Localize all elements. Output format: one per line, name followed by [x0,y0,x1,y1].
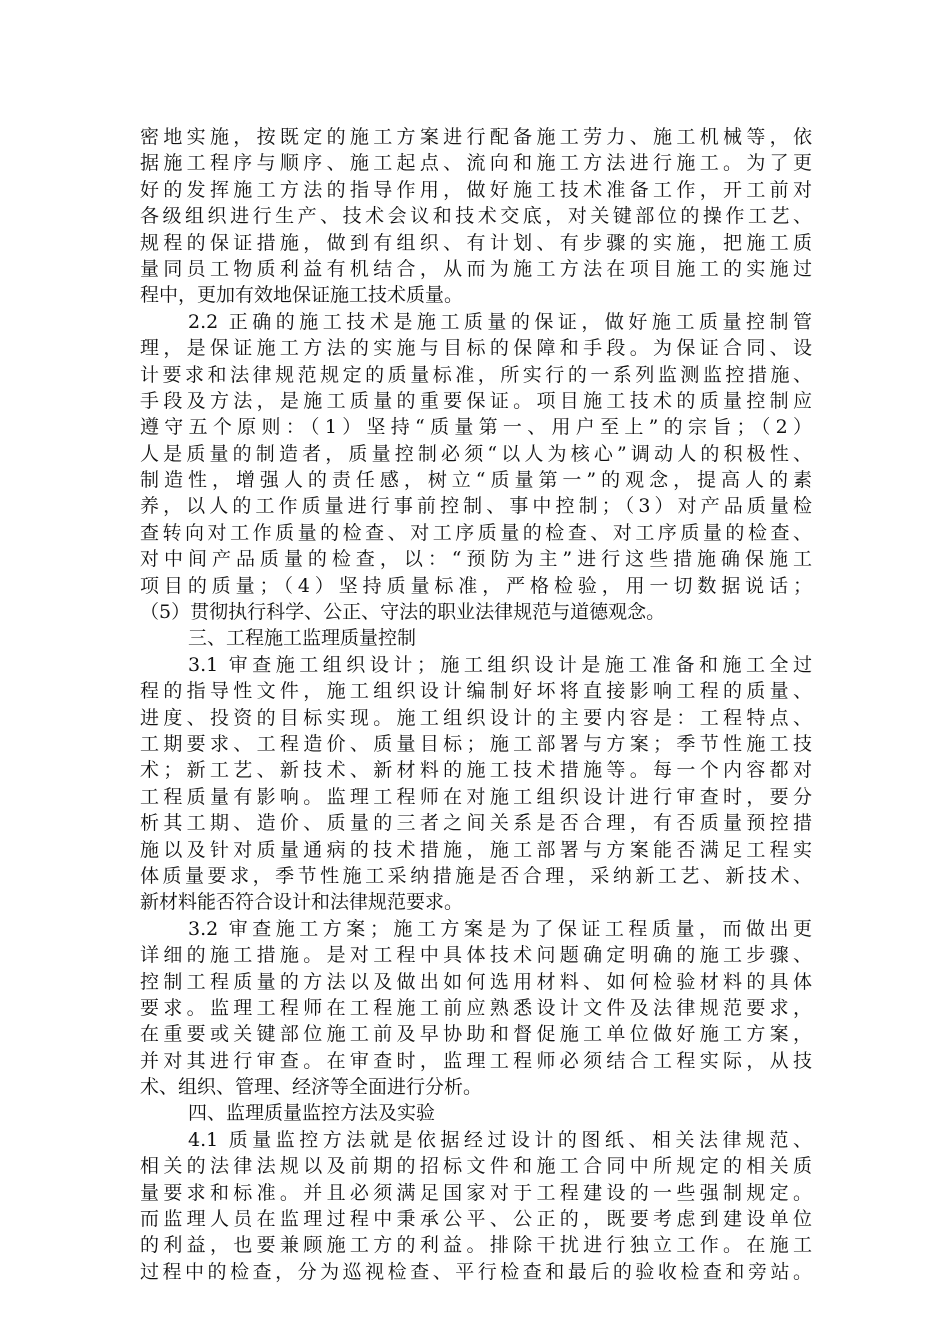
text-line: 据施工程序与顺序、施工起点、流向和施工方法进行施工。为了更 [140,152,812,175]
text-line: 制造性，增强人的责任感，树立“质量第一”的观念，提高人的素 [140,469,812,492]
text-line: 过程中的检查，分为巡视检查、平行检查和最后的验收检查和旁站。 [140,1260,812,1283]
text-line: 密地实施，按既定的施工方案进行配备施工劳力、施工机械等，依 [140,126,812,148]
text-line: 要求。监理工程师在工程施工前应熟悉设计文件及法律规范要求， [140,996,812,1019]
text-line: 规程的保证措施，做到有组织、有计划、有步骤的实施，把施工质 [140,231,812,254]
text-line: 遵守五个原则：（1）坚持“质量第一、用户至上”的宗旨；（2） [140,416,812,439]
text-line: 量同员工物质利益有机结合，从而为施工方法在项目施工的实施过 [140,257,812,280]
text-line: 术、组织、管理、经济等全面进行分析。 [140,1076,483,1099]
text-line: 查转向对工作质量的检查、对工序质量的检查、对工序质量的检查、 [140,521,812,544]
text-line: 四、监理质量监控方法及实验 [188,1102,436,1125]
document-body [140,124,812,1285]
text-line: 2.2 正确的施工技术是施工质量的保证，做好施工质量控制管 [188,310,812,333]
text-line: 3.2 审查施工方案；施工方案是为了保证工程质量，而做出更 [188,917,812,940]
text-line: 新材料能否符合设计和法律规范要求。 [140,891,464,914]
text-line: 各级组织进行生产、技术会议和技术交底，对关键部位的操作工艺、 [140,205,812,228]
text-line: 体质量要求，季节性施工采纳措施是否合理，采纳新工艺、新技术、 [140,864,812,887]
text-line: 析其工期、造价、质量的三者之间关系是否合理，有否质量预控措 [140,812,812,835]
text-line: 手段及方法，是施工质量的重要保证。项目施工技术的质量控制应 [140,389,812,412]
text-line: 工期要求、工程造价、质量目标；施工部署与方案；季节性施工技 [140,732,812,755]
text-line: 量要求和标准。并且必须满足国家对于工程建设的一些强制规定。 [140,1181,812,1204]
text-line: 3.1 审查施工组织设计；施工组织设计是施工准备和施工全过 [188,653,812,676]
text-line: 程中，更加有效地保证施工技术质量。 [140,284,464,307]
text-line: 详细的施工措施。是对工程中具体技术问题确定明确的施工步骤、 [140,944,812,967]
text-line: 在重要或关键部位施工前及早协助和督促施工单位做好施工方案， [140,1023,812,1046]
text-line: 好的发挥施工方法的指导作用，做好施工技术准备工作，开工前对 [140,178,812,201]
text-line: 的利益，也要兼顾施工方的利益。排除干扰进行独立工作。在施工 [140,1234,812,1257]
text-line: 项目的质量；（4）坚持质量标准，严格检验，用一切数据说话； [140,574,812,597]
text-line: （5）贯彻执行科学、公正、守法的职业法律规范与道德观念。 [140,601,666,624]
text-line: 施以及针对质量通病的技术措施，施工部署与方案能否满足工程实 [140,838,812,861]
text-line: 程的指导性文件，施工组织设计编制好坏将直接影响工程的质量、 [140,680,812,703]
text-line: 而监理人员在监理过程中秉承公平、公正的，既要考虑到建设单位 [140,1208,812,1231]
text-line: 术；新工艺、新技术、新材料的施工技术措施等。每一个内容都对 [140,759,812,782]
text-line: 人是质量的制造者，质量控制必须“以人为核心”调动人的积极性、 [140,442,812,465]
text-line: 并对其进行审查。在审查时，监理工程师必须结合工程实际，从技 [140,1049,812,1072]
text-line: 对中间产品质量的检查，以：“预防为主”进行这些措施确保施工 [140,548,812,571]
text-line: 控制工程质量的方法以及做出如何选用材料、如何检验材料的具体 [140,970,812,993]
text-line: 4.1 质量监控方法就是依据经过设计的图纸、相关法律规范、 [188,1128,812,1151]
text-line: 工程质量有影响。监理工程师在对施工组织设计进行审查时，要分 [140,785,812,808]
text-line: 计要求和法律规范规定的质量标准，所实行的一系列监测监控措施、 [140,363,812,386]
text-line: 三、工程施工监理质量控制 [188,627,417,650]
text-line: 养，以人的工作质量进行事前控制、事中控制；（3）对产品质量检 [140,495,812,518]
text-line: 理，是保证施工方法的实施与目标的保障和手段。为保证合同、设 [140,337,812,360]
text-line: 相关的法律法规以及前期的招标文件和施工合同中所规定的相关质 [140,1155,812,1178]
text-line: 进度、投资的目标实现。施工组织设计的主要内容是：工程特点、 [140,706,812,729]
